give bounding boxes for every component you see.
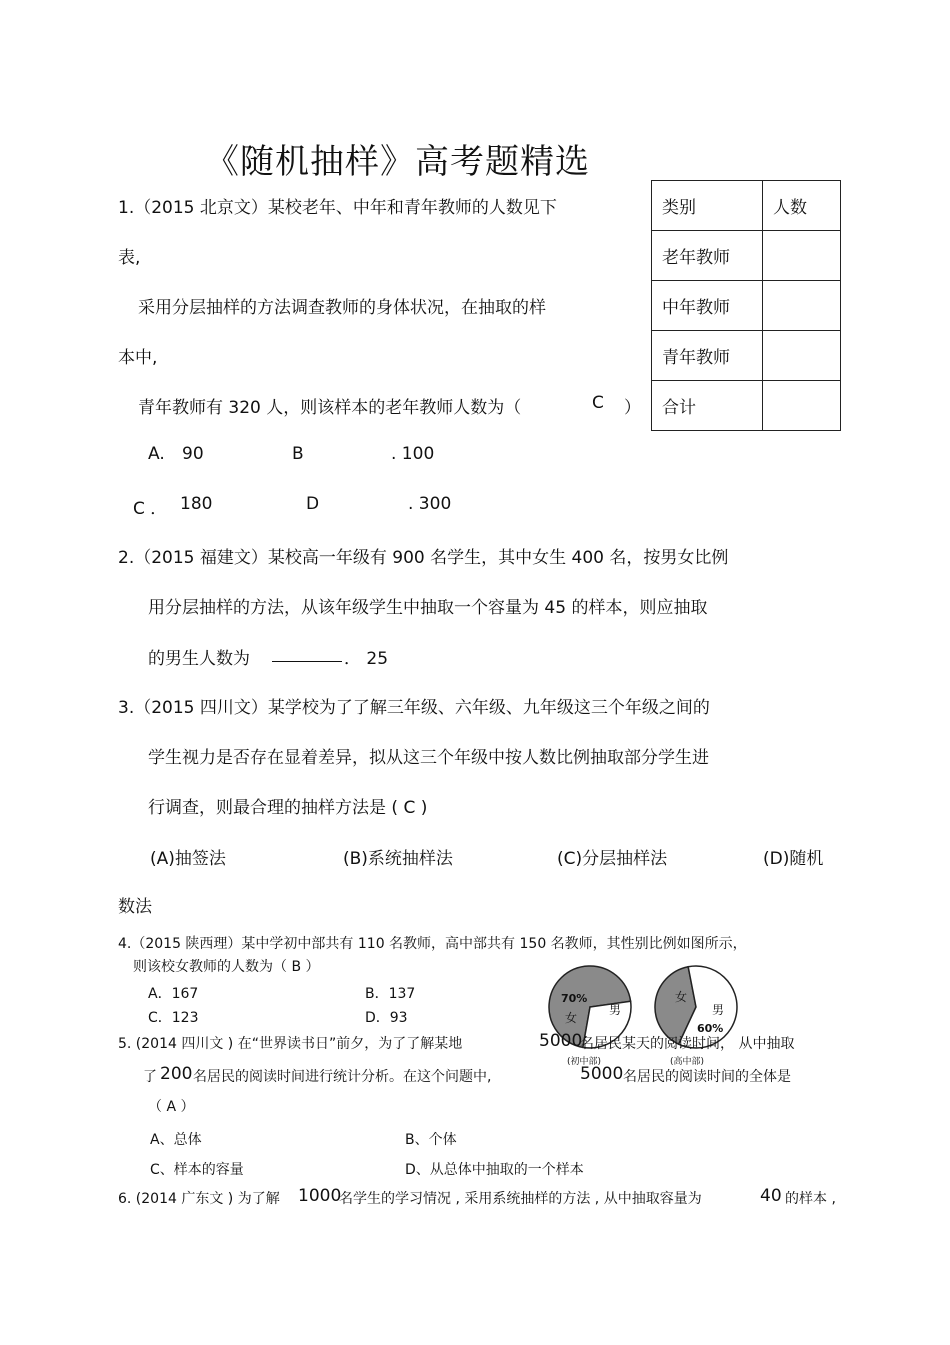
table-row (652, 281, 841, 331)
q5-line1c: 名居民某天的阅读时间， 从中抽取 (580, 1036, 795, 1052)
pie-senior-male-pct: 60% (697, 1022, 724, 1035)
q1-option-c-value: 180 (180, 494, 213, 514)
q4-option-b: B．137 (365, 986, 416, 1002)
gender-ratio-figure (545, 964, 745, 1074)
q3-line3: 行调查，则最合理的抽样方法是 ( C ) (148, 798, 428, 818)
q5-option-b: B、个体 (405, 1132, 457, 1148)
q1-option-c-letter: C ． (133, 499, 168, 519)
q1-close-paren: ） (624, 398, 641, 418)
table-header-count: 人数 (763, 181, 841, 231)
q2-line3-text: 的男生人数为 (148, 649, 250, 669)
q3-option-b: (B)系统抽样法 (343, 849, 453, 869)
q5-line2b: 200 (160, 1064, 193, 1084)
q6-line1d: 40 (760, 1186, 782, 1206)
q1-answer: C (592, 393, 604, 413)
q5-line2e: 名居民的阅读时间的全体是 (623, 1069, 791, 1085)
q1-line1: 1.（2015 北京文）某校老年、中年和青年教师的人数见下 (118, 198, 557, 218)
pie-junior-caption: (初中部) (567, 1057, 602, 1067)
q3-line5: 数法 (118, 897, 152, 917)
table-cell-label: 老年教师 (652, 231, 763, 281)
pie-junior-female-pct: 70% (561, 992, 588, 1005)
table-row (652, 231, 841, 281)
q5-line3: （ A ） (148, 1099, 195, 1115)
table-cell-label: 合计 (652, 381, 763, 431)
q6-line1c: 名学生的学习情况 , 采用系统抽样的方法 , 从中抽取容量为 (339, 1191, 702, 1207)
table-row (652, 381, 841, 431)
q1-line5: 青年教师有 320 人，则该样本的老年教师人数为（ (138, 398, 522, 418)
q3-line1: 3.（2015 四川文）某学校为了了解三年级、六年级、九年级这三个年级之间的 (118, 698, 710, 718)
q2-line3-answer: ． 25 (344, 649, 389, 669)
q1-option-b-letter: B (292, 444, 304, 464)
q6-line1a: 6. (2014 广东文 ) 为了解 (118, 1191, 280, 1207)
q5-line1a: 5. (2014 四川文 ) 在“世界读书日”前夕，为了了解某地 (118, 1036, 463, 1052)
q1-line2: 表, (118, 248, 141, 268)
table-cell-label: 中年教师 (652, 281, 763, 331)
q5-option-a: A、总体 (150, 1132, 202, 1148)
q1-option-b-value: . 100 (391, 444, 435, 464)
table-cell-value (763, 231, 841, 281)
page-title: 《随机抽样》高考题精选 (205, 142, 590, 182)
pie-junior-female-label: 女 (565, 1011, 578, 1025)
q4-option-c: C．123 (148, 1010, 199, 1026)
table-header-category: 类别 (652, 181, 763, 231)
q5-option-c: C、样本的容量 (150, 1162, 244, 1178)
q3-option-c: (C)分层抽样法 (557, 849, 668, 869)
pie-junior-male-label: 男 (609, 1003, 622, 1017)
pie-senior-male-label: 男 (712, 1003, 725, 1017)
table-row (652, 331, 841, 381)
q6-line1e: 的样本 , (785, 1191, 836, 1207)
q5-line2a: 了 (143, 1069, 157, 1085)
table-cell-value (763, 281, 841, 331)
q1-line4: 本中, (118, 348, 158, 368)
q5-line1b: 5000 (539, 1031, 583, 1051)
pie-senior-female-label: 女 (675, 990, 688, 1004)
table-cell-value (763, 381, 841, 431)
q3-option-d: (D)随机 (763, 849, 824, 869)
q2-line2: 用分层抽样的方法，从该年级学生中抽取一个容量为 45 的样本，则应抽取 (148, 598, 708, 618)
q3-option-a: (A)抽签法 (150, 849, 226, 869)
q4-option-d: D．93 (365, 1010, 408, 1026)
q1-option-d-value: . 300 (408, 494, 452, 514)
q1-line3: 采用分层抽样的方法调查教师的身体状况，在抽取的样 (138, 298, 546, 318)
q1-option-d-letter: D (306, 494, 320, 514)
q5-line2c: 名居民的阅读时间进行统计分析。在这个问题中, (193, 1069, 492, 1085)
table-header-row (652, 181, 841, 231)
q5-line2d: 5000 (580, 1064, 624, 1084)
q4-line1: 4.（2015 陕西理）某中学初中部共有 110 名教师，高中部共有 150 名教师，其性别比例如图所示， (118, 936, 747, 952)
q1-option-a-letter: A. (148, 444, 165, 464)
q6-line1b: 1000 (298, 1186, 342, 1206)
q2-answer-blank (272, 646, 342, 662)
table-cell-label: 青年教师 (652, 331, 763, 381)
table-cell-value (763, 331, 841, 381)
q3-line2: 学生视力是否存在显着差异，拟从这三个年级中按人数比例抽取部分学生进 (148, 748, 709, 768)
q5-option-d: D、从总体中抽取的一个样本 (405, 1162, 584, 1178)
teacher-count-table (651, 180, 841, 431)
q2-line1: 2.（2015 福建文）某校高一年级有 900 名学生，其中女生 400 名，按男女比例 (118, 548, 729, 568)
pie-senior-caption: (高中部) (670, 1057, 705, 1067)
q4-line2: 则该校女教师的人数为（ B ） (133, 959, 320, 975)
q4-option-a: A．167 (148, 986, 199, 1002)
q1-option-a-value: 90 (182, 444, 204, 464)
